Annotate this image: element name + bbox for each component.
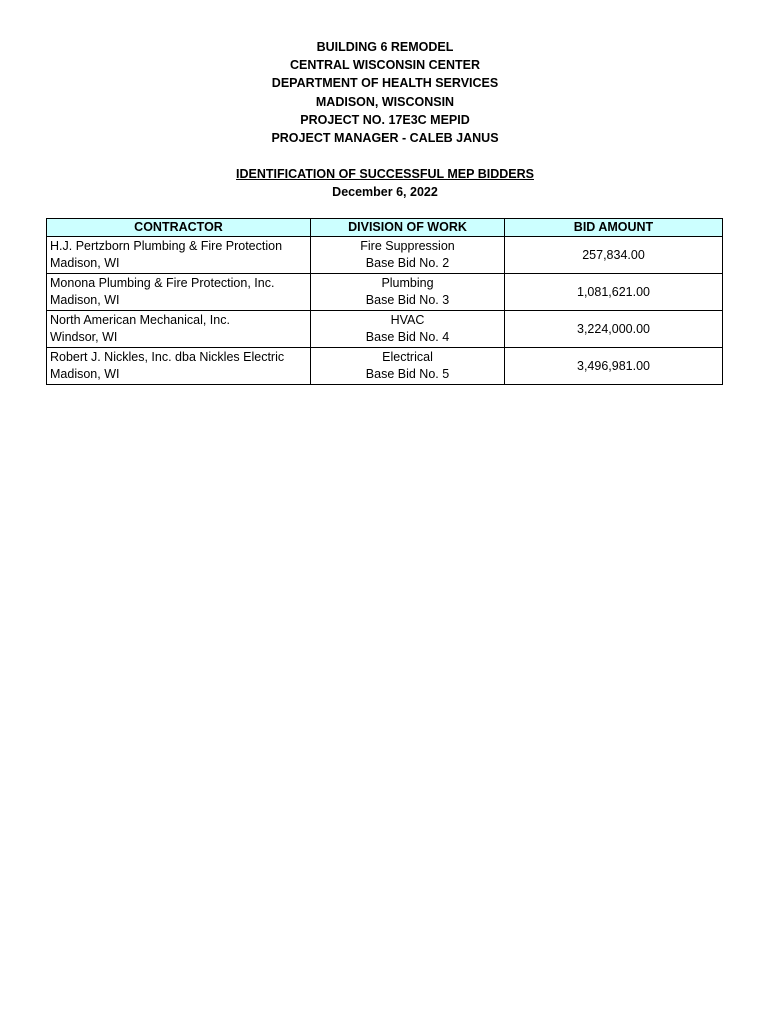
bidders-table: [46, 218, 723, 385]
section-title: IDENTIFICATION OF SUCCESSFUL MEP BIDDERS: [236, 167, 534, 181]
division-cell: [311, 348, 505, 385]
base-bid-number: Base Bid No. 2: [365, 256, 450, 270]
contractor-city: Madison, WI: [50, 293, 120, 307]
table-header-row: [47, 219, 723, 237]
contractor-name: Monona Plumbing & Fire Protection, Inc.: [50, 276, 275, 290]
bid-amount-cell: 3,496,981.00: [505, 348, 723, 385]
base-bid-number: Base Bid No. 5: [365, 367, 450, 381]
contractor-city: Windsor, WI: [50, 330, 118, 344]
contractor-cell: [47, 237, 311, 274]
contractor-city: Madison, WI: [50, 256, 120, 270]
base-bid-number: Base Bid No. 3: [365, 293, 450, 307]
section-heading: [0, 165, 770, 201]
document-header: [0, 38, 770, 147]
bid-amount-cell: 3,224,000.00: [505, 311, 723, 348]
contractor-city: Madison, WI: [50, 367, 120, 381]
contractor-name: H.J. Pertzborn Plumbing & Fire Protection: [50, 239, 283, 253]
header-department: DEPARTMENT OF HEALTH SERVICES: [271, 76, 499, 91]
contractor-name: Robert J. Nickles, Inc. dba Nickles Electric: [50, 350, 285, 364]
division-name: Electrical: [382, 350, 433, 364]
contractor-cell: [47, 348, 311, 385]
bid-amount-cell: 257,834.00: [505, 237, 723, 274]
division-cell: [311, 311, 505, 348]
division-cell: [311, 237, 505, 274]
column-header-division: DIVISION OF WORK: [311, 219, 505, 237]
division-cell: [311, 274, 505, 311]
division-name: Plumbing: [381, 276, 434, 290]
header-building: BUILDING 6 REMODEL: [316, 40, 454, 54]
bid-amount-cell: 1,081,621.00: [505, 274, 723, 311]
header-location: MADISON, WISCONSIN: [315, 94, 455, 109]
table-row: [47, 237, 723, 274]
column-header-bid-amount: BID AMOUNT: [505, 219, 723, 237]
table-row: [47, 348, 723, 385]
contractor-cell: [47, 311, 311, 348]
contractor-cell: [47, 274, 311, 311]
base-bid-number: Base Bid No. 4: [365, 330, 450, 344]
document-date: December 6, 2022: [332, 185, 438, 200]
header-project-number: PROJECT NO. 17E3C MEPID: [300, 112, 470, 127]
division-name: Fire Suppression: [360, 239, 455, 253]
table-row: [47, 274, 723, 311]
table-row: [47, 311, 723, 348]
column-header-contractor: CONTRACTOR: [47, 219, 311, 237]
division-name: HVAC: [390, 313, 425, 327]
header-project-manager: PROJECT MANAGER - CALEB JANUS: [271, 131, 499, 146]
contractor-name: North American Mechanical, Inc.: [50, 313, 230, 327]
header-center: CENTRAL WISCONSIN CENTER: [289, 58, 481, 73]
